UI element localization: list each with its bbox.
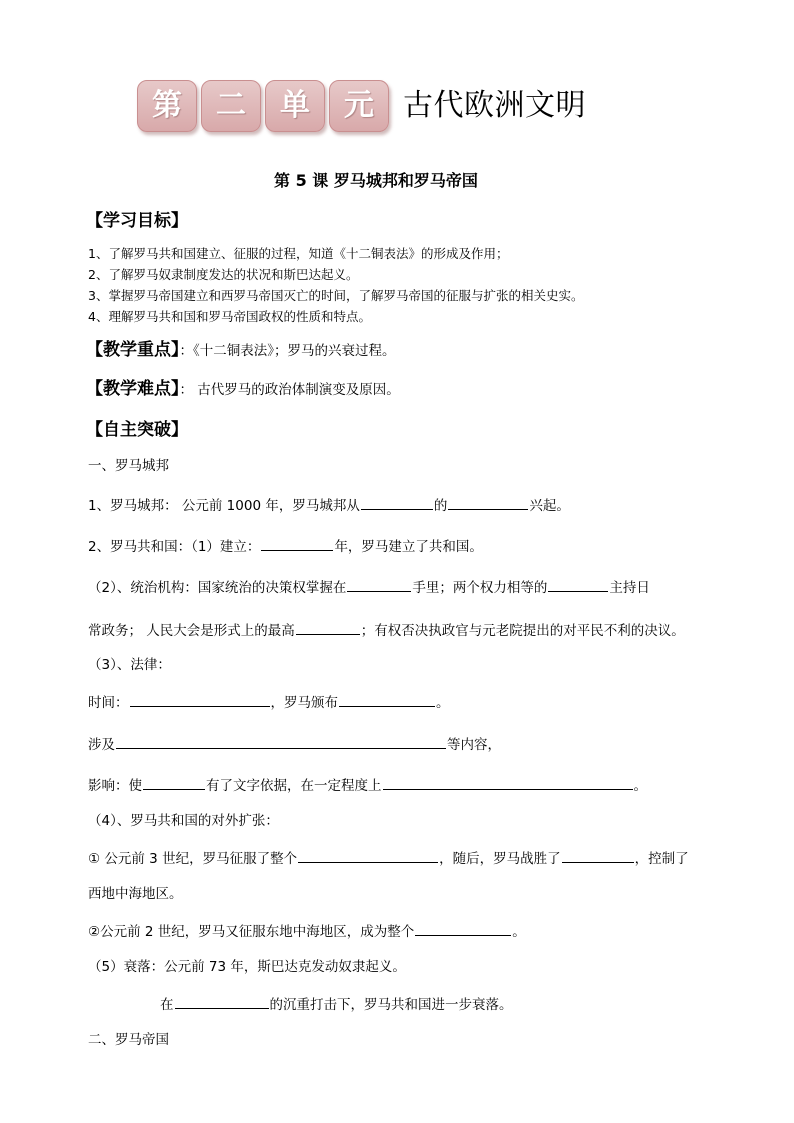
line-text: ，控制了 — [634, 851, 689, 867]
self-study-heading: 【自主突破】 — [86, 420, 188, 440]
line-text: ；有权否决执政官与元老院提出的对平民不利的决议。 — [360, 623, 685, 639]
fill-line-10 — [88, 848, 689, 869]
line-text: 时间： — [88, 695, 129, 711]
key-point-heading: 【教学重点】 — [86, 340, 180, 360]
answer-blank[interactable] — [339, 692, 435, 707]
line-text: （2）、统治机构：国家统治的决策权掌握在 — [88, 580, 347, 596]
line-text: 主持日 — [609, 580, 650, 596]
fill-line-8 — [88, 775, 647, 796]
line-text: 的 — [433, 498, 448, 514]
difficult-point-row — [86, 377, 400, 402]
fill-line-3 — [88, 577, 650, 598]
line-text: ②公元前 2 世纪，罗马又征服东地中海地区，成为整个 — [88, 924, 415, 940]
fill-line-14 — [160, 994, 513, 1015]
line-text: 手里；两个权力相等的 — [412, 580, 548, 596]
answer-blank[interactable] — [130, 692, 270, 707]
answer-blank[interactable] — [347, 577, 411, 592]
objective-item: 4、理解罗马共和国和罗马帝国政权的性质和特点。 — [88, 309, 371, 324]
fill-line-7 — [88, 734, 501, 755]
objective-item: 1、了解罗马共和国建立、征服的过程，知道《十二铜表法》的形成及作用； — [88, 246, 509, 261]
fill-line-2 — [88, 536, 483, 557]
answer-blank[interactable] — [296, 620, 360, 635]
lesson-title: 第 5 课 罗马城邦和罗马帝国 — [274, 171, 478, 190]
line-text: 有了文字依据，在一定程度上 — [206, 778, 382, 794]
line-text: 。 — [512, 924, 526, 940]
fill-line-5: （3）、法律： — [88, 657, 171, 673]
line-text: 年，罗马建立了共和国。 — [334, 539, 483, 555]
section2-title: 二、罗马帝国 — [88, 1032, 169, 1048]
answer-blank[interactable] — [175, 994, 269, 1009]
answer-blank[interactable] — [415, 921, 511, 936]
line-text: 影响：使 — [88, 778, 142, 794]
key-point-text: ：《十二铜表法》；罗马的兴衰过程。 — [179, 343, 396, 359]
line-text: 兴起。 — [529, 498, 570, 514]
line-text: 1、罗马城邦： 公元前 1000 年，罗马城邦从 — [88, 498, 360, 514]
fill-line-1 — [88, 495, 570, 516]
answer-blank[interactable] — [361, 495, 433, 510]
fill-line-13: （5）衰落：公元前 73 年，斯巴达克发动奴隶起义。 — [88, 959, 406, 975]
difficult-point-heading: 【教学难点】 — [86, 379, 180, 399]
line-text: 常政务； 人民大会是形式上的最高 — [88, 623, 295, 639]
fill-line-11: 西地中海地区。 — [88, 886, 183, 902]
line-text: 2、罗马共和国：（1）建立： — [88, 539, 261, 555]
unit-badge-2: 二 — [201, 80, 261, 132]
line-text: 。 — [436, 695, 450, 711]
fill-line-9: （4）、罗马共和国的对外扩张： — [88, 813, 279, 829]
fill-line-4 — [88, 620, 685, 641]
unit-title: 古代欧洲文明 — [403, 88, 586, 123]
answer-blank[interactable] — [562, 848, 634, 863]
line-text: ① 公元前 3 世纪，罗马征服了整个 — [88, 851, 298, 867]
answer-blank[interactable] — [448, 495, 528, 510]
line-text: 的沉重打击下，罗马共和国进一步衰落。 — [269, 997, 513, 1013]
answer-blank[interactable] — [143, 775, 205, 790]
answer-blank[interactable] — [383, 775, 633, 790]
unit-badge-4: 元 — [329, 80, 389, 132]
objective-item: 3、掌握罗马帝国建立和西罗马帝国灭亡的时间，了解罗马帝国的征服与扩张的相关史实。 — [88, 288, 584, 303]
line-text: 等内容， — [447, 737, 501, 753]
unit-badge-3: 单 — [265, 80, 325, 132]
answer-blank[interactable] — [261, 536, 333, 551]
fill-line-12 — [88, 921, 526, 942]
objective-item: 2、了解罗马奴隶制度发达的状况和斯巴达起义。 — [88, 267, 359, 282]
line-text: ，随后，罗马战胜了 — [439, 851, 561, 867]
answer-blank[interactable] — [548, 577, 608, 592]
answer-blank[interactable] — [298, 848, 438, 863]
answer-blank[interactable] — [116, 734, 446, 749]
difficult-point-text: ： 古代罗马的政治体制演变及原因。 — [179, 382, 400, 398]
line-text: 涉及 — [88, 737, 115, 753]
unit-badge-1: 第 — [137, 80, 197, 132]
key-point-row — [86, 338, 396, 363]
objectives-heading: 【学习目标】 — [86, 211, 188, 231]
line-text: 在 — [160, 997, 174, 1013]
line-text: ，罗马颁布 — [270, 695, 338, 711]
fill-line-6 — [88, 692, 450, 713]
line-text: 。 — [633, 778, 647, 794]
section1-title: 一、罗马城邦 — [88, 458, 169, 474]
